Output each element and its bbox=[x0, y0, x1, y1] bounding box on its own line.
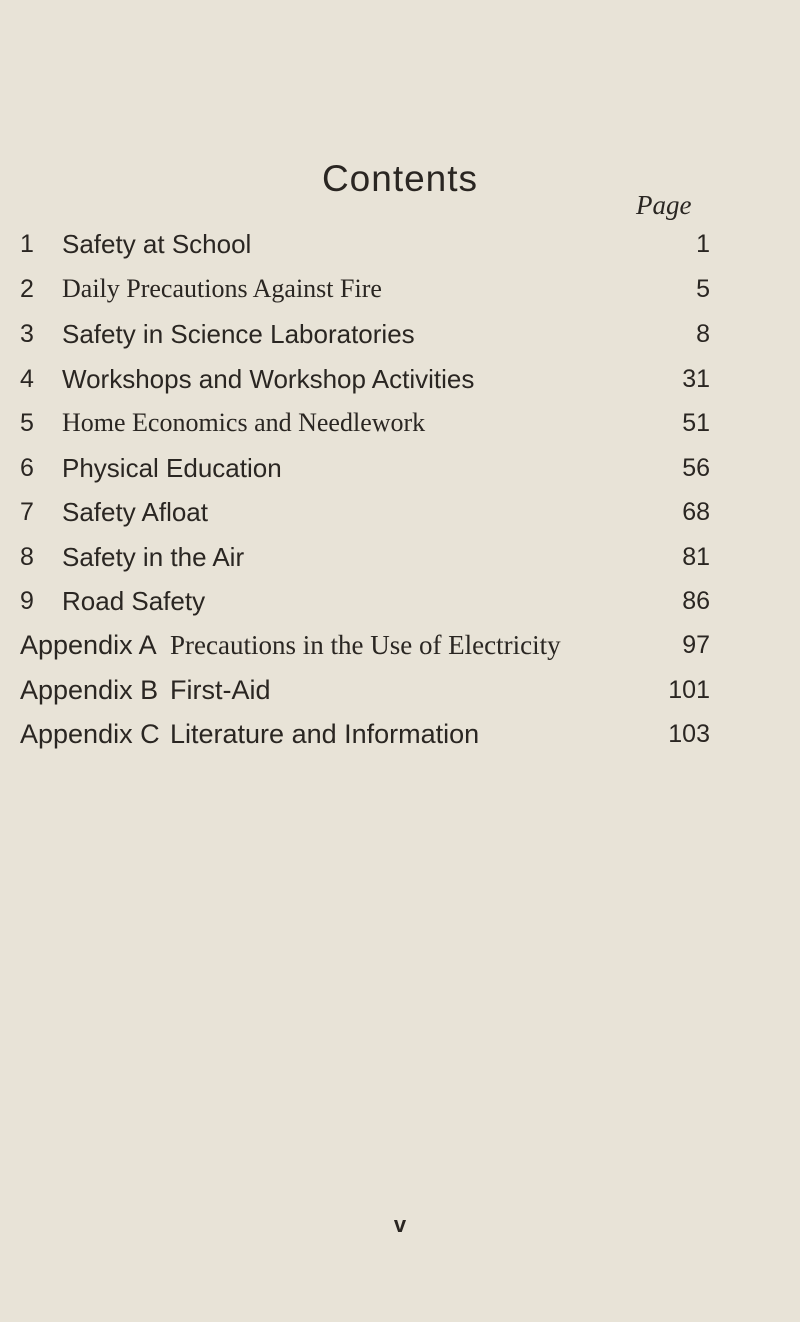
appendix-title: Literature and Information bbox=[170, 719, 480, 749]
chapter-title: Safety in the Air bbox=[62, 542, 245, 572]
chapter-title: Road Safety bbox=[62, 586, 206, 616]
toc-entry bbox=[0, 359, 800, 399]
appendix-label: Appendix C bbox=[20, 719, 160, 749]
chapter-title: Safety Afloat bbox=[62, 497, 208, 527]
toc-entry bbox=[0, 625, 800, 665]
chapter-number: 4 bbox=[20, 365, 34, 393]
page-number: 86 bbox=[682, 587, 710, 615]
chapter-number: 5 bbox=[20, 409, 34, 437]
toc-entry bbox=[0, 670, 800, 710]
chapter-title: Home Economics and Needlework bbox=[62, 408, 426, 437]
chapter-number: 3 bbox=[20, 320, 34, 348]
page-folio: v bbox=[393, 1212, 407, 1237]
chapter-title: Daily Precautions Against Fire bbox=[62, 274, 382, 303]
chapter-number: 9 bbox=[20, 587, 34, 615]
page-number: 5 bbox=[696, 275, 710, 303]
page-number: 68 bbox=[682, 498, 710, 526]
chapter-title: Workshops and Workshop Activities bbox=[62, 364, 475, 394]
toc-entry bbox=[0, 537, 800, 577]
toc-entry bbox=[0, 581, 800, 621]
toc-entry bbox=[0, 224, 800, 264]
chapter-title: Safety in Science Laboratories bbox=[62, 319, 415, 349]
chapter-title: Safety at School bbox=[62, 229, 252, 259]
chapter-number: 2 bbox=[20, 275, 34, 303]
page-column-label: Page bbox=[636, 190, 692, 220]
toc-entry bbox=[0, 448, 800, 488]
appendix-label: Appendix A bbox=[20, 630, 157, 660]
page-number: 103 bbox=[668, 720, 710, 748]
page-number: 81 bbox=[682, 543, 710, 571]
appendix-title: Precautions in the Use of Electricity bbox=[170, 630, 561, 660]
toc-entry bbox=[0, 269, 800, 309]
page-number: 97 bbox=[682, 631, 710, 659]
page-number: 56 bbox=[682, 454, 710, 482]
page-title: Contents bbox=[321, 158, 479, 199]
chapter-number: 7 bbox=[20, 498, 34, 526]
toc-entry bbox=[0, 714, 800, 754]
page-number: 31 bbox=[682, 365, 710, 393]
chapter-number: 1 bbox=[20, 230, 34, 258]
toc-entry bbox=[0, 314, 800, 354]
page-number: 8 bbox=[696, 320, 710, 348]
page-number: 101 bbox=[668, 676, 710, 704]
chapter-number: 8 bbox=[20, 543, 34, 571]
page-number: 1 bbox=[696, 230, 710, 258]
appendix-title: First-Aid bbox=[170, 675, 271, 705]
chapter-number: 6 bbox=[20, 454, 34, 482]
appendix-label: Appendix B bbox=[20, 675, 159, 705]
chapter-title: Physical Education bbox=[62, 453, 282, 483]
toc-entry bbox=[0, 492, 800, 532]
page-number: 51 bbox=[682, 409, 710, 437]
toc-entry bbox=[0, 403, 800, 443]
